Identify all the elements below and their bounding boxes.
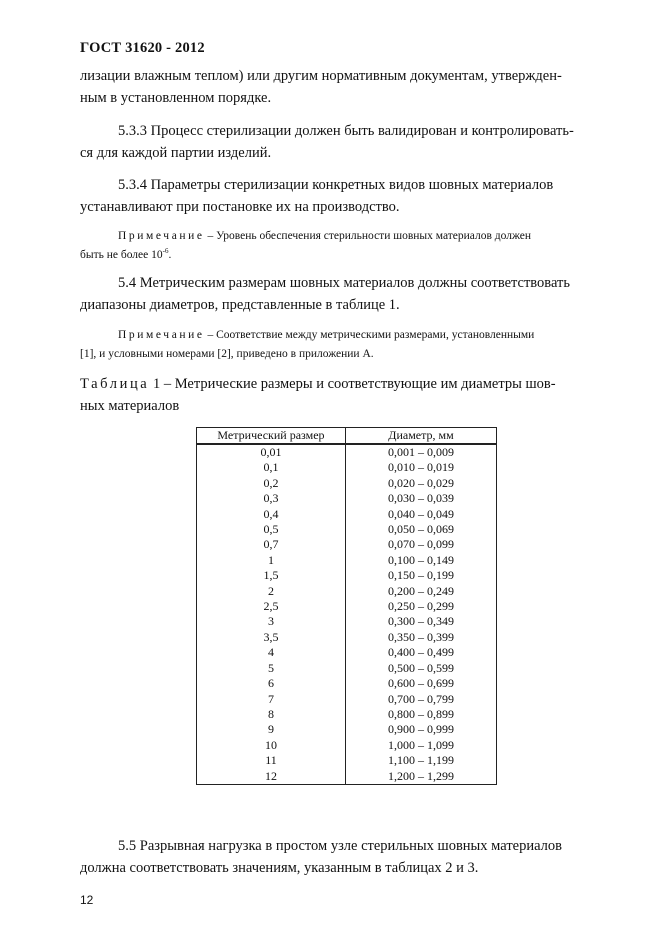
text-line: 5.4 Метрическим размерам шовных материалов должны соответствовать — [118, 275, 570, 291]
table-header-row — [197, 428, 497, 445]
table-row — [197, 599, 497, 614]
metric-size-cell: 0,7 — [197, 537, 346, 552]
diameter-cell: 0,350 – 0,399 — [346, 630, 497, 645]
text-line: 5.3.4 Параметры стерилизации конкретных видов шовных материалов — [118, 177, 554, 193]
table-row — [197, 676, 497, 691]
column-header-diameter: Диаметр, мм — [346, 428, 497, 445]
text-line: устанавливают при постановке их на производство. — [80, 199, 400, 215]
table-label: Таблица — [80, 376, 150, 392]
table-row — [197, 553, 497, 568]
metric-size-cell: 8 — [197, 707, 346, 722]
text-line: лизации влажным теплом) или другим нормативным документам, утвержден- — [80, 68, 562, 84]
note-text: – Соответствие между метрическими размерами, установленными — [204, 329, 535, 341]
table-row — [197, 537, 497, 552]
diameter-cell: 0,100 – 0,149 — [346, 553, 497, 568]
paragraph-5-4 — [80, 272, 614, 316]
diameter-cell: 0,250 – 0,299 — [346, 599, 497, 614]
text-line: диапазоны диаметров, представленные в таблице 1. — [80, 297, 400, 313]
text-line: должна соответствовать значениям, указанным в таблицах 2 и 3. — [80, 860, 479, 876]
table-row — [197, 630, 497, 645]
metric-size-cell: 0,2 — [197, 476, 346, 491]
metric-size-cell: 3 — [197, 614, 346, 629]
page-number: 12 — [80, 893, 94, 907]
metric-size-cell: 2,5 — [197, 599, 346, 614]
metric-size-cell: 12 — [197, 769, 346, 785]
metric-size-cell: 10 — [197, 738, 346, 753]
text-line: 5.5 Разрывная нагрузка в простом узле стерильных шовных материалов — [118, 838, 562, 854]
diameter-cell: 1,100 – 1,199 — [346, 753, 497, 768]
table-row — [197, 476, 497, 491]
diameter-cell: 0,800 – 0,899 — [346, 707, 497, 722]
diameter-cell: 0,030 – 0,039 — [346, 491, 497, 506]
text-line: ным в установленном порядке. — [80, 90, 272, 106]
metric-size-cell: 1,5 — [197, 568, 346, 583]
metric-size-cell: 1 — [197, 553, 346, 568]
metric-size-cell: 0,4 — [197, 507, 346, 522]
diameter-cell: 0,050 – 0,069 — [346, 522, 497, 537]
table-row — [197, 753, 497, 768]
note-label: Примечание — [118, 230, 205, 242]
metric-size-cell: 4 — [197, 645, 346, 660]
metric-size-cell: 3,5 — [197, 630, 346, 645]
note-text: . — [168, 249, 172, 261]
text-line: 5.3.3 Процесс стерилизации должен быть валидирован и контролировать- — [118, 123, 574, 139]
metric-size-cell: 11 — [197, 753, 346, 768]
note-line — [80, 246, 614, 265]
note-text: быть не более 10 — [80, 249, 163, 261]
table-row — [197, 722, 497, 737]
caption-text: 1 – Метрические размеры и соответствующие им диаметры шов- — [149, 376, 556, 392]
metric-size-cell: 0,3 — [197, 491, 346, 506]
metric-size-cell: 0,5 — [197, 522, 346, 537]
table-row — [197, 769, 497, 785]
text-line: ся для каждой партии изделий. — [80, 145, 272, 161]
caption-line — [80, 373, 614, 395]
paragraph-5-3-4 — [80, 174, 614, 218]
note-line: [1], и условными номерами [2], приведено в приложении А. — [80, 348, 374, 360]
table-row — [197, 614, 497, 629]
diameter-cell: 0,500 – 0,599 — [346, 661, 497, 676]
table-row — [197, 645, 497, 660]
table-row — [197, 460, 497, 475]
table-row — [197, 738, 497, 753]
diameter-cell: 0,010 – 0,019 — [346, 460, 497, 475]
note-correspondence — [80, 326, 614, 364]
diameter-table — [196, 427, 497, 785]
diameter-cell: 1,200 – 1,299 — [346, 769, 497, 785]
note-line — [80, 227, 614, 246]
diameter-cell: 0,040 – 0,049 — [346, 507, 497, 522]
diameter-cell: 0,200 – 0,249 — [346, 584, 497, 599]
diameter-cell: 0,300 – 0,349 — [346, 614, 497, 629]
note-line — [80, 326, 614, 345]
table-row — [197, 522, 497, 537]
table-row — [197, 692, 497, 707]
metric-size-cell: 9 — [197, 722, 346, 737]
column-header-metric-size: Метрический размер — [197, 428, 346, 445]
diameter-cell: 0,900 – 0,999 — [346, 722, 497, 737]
metric-size-cell: 6 — [197, 676, 346, 691]
table-row — [197, 491, 497, 506]
document-header: ГОСТ 31620 - 2012 — [80, 40, 205, 56]
table-row — [197, 568, 497, 583]
note-label: Примечание — [118, 329, 205, 341]
note-sterility — [80, 227, 614, 265]
table-row — [197, 444, 497, 460]
paragraph-continuation — [80, 65, 614, 109]
table-row — [197, 661, 497, 676]
metric-size-cell: 0,01 — [197, 444, 346, 460]
metric-size-cell: 2 — [197, 584, 346, 599]
note-exponent: -6 — [162, 247, 169, 256]
diameter-cell: 0,020 – 0,029 — [346, 476, 497, 491]
diameter-cell: 1,000 – 1,099 — [346, 738, 497, 753]
table-row — [197, 507, 497, 522]
metric-size-cell: 5 — [197, 661, 346, 676]
table-caption — [80, 373, 614, 417]
caption-line: ных материалов — [80, 398, 180, 414]
table-row — [197, 584, 497, 599]
note-text: – Уровень обеспечения стерильности шовных материалов должен — [204, 230, 532, 242]
diameter-cell: 0,001 – 0,009 — [346, 444, 497, 460]
diameter-cell: 0,600 – 0,699 — [346, 676, 497, 691]
diameter-cell: 0,700 – 0,799 — [346, 692, 497, 707]
metric-size-cell: 0,1 — [197, 460, 346, 475]
diameter-cell: 0,400 – 0,499 — [346, 645, 497, 660]
diameter-cell: 0,150 – 0,199 — [346, 568, 497, 583]
paragraph-5-5 — [80, 835, 614, 879]
paragraph-5-3-3 — [80, 120, 614, 164]
diameter-cell: 0,070 – 0,099 — [346, 537, 497, 552]
metric-size-cell: 7 — [197, 692, 346, 707]
table-row — [197, 707, 497, 722]
